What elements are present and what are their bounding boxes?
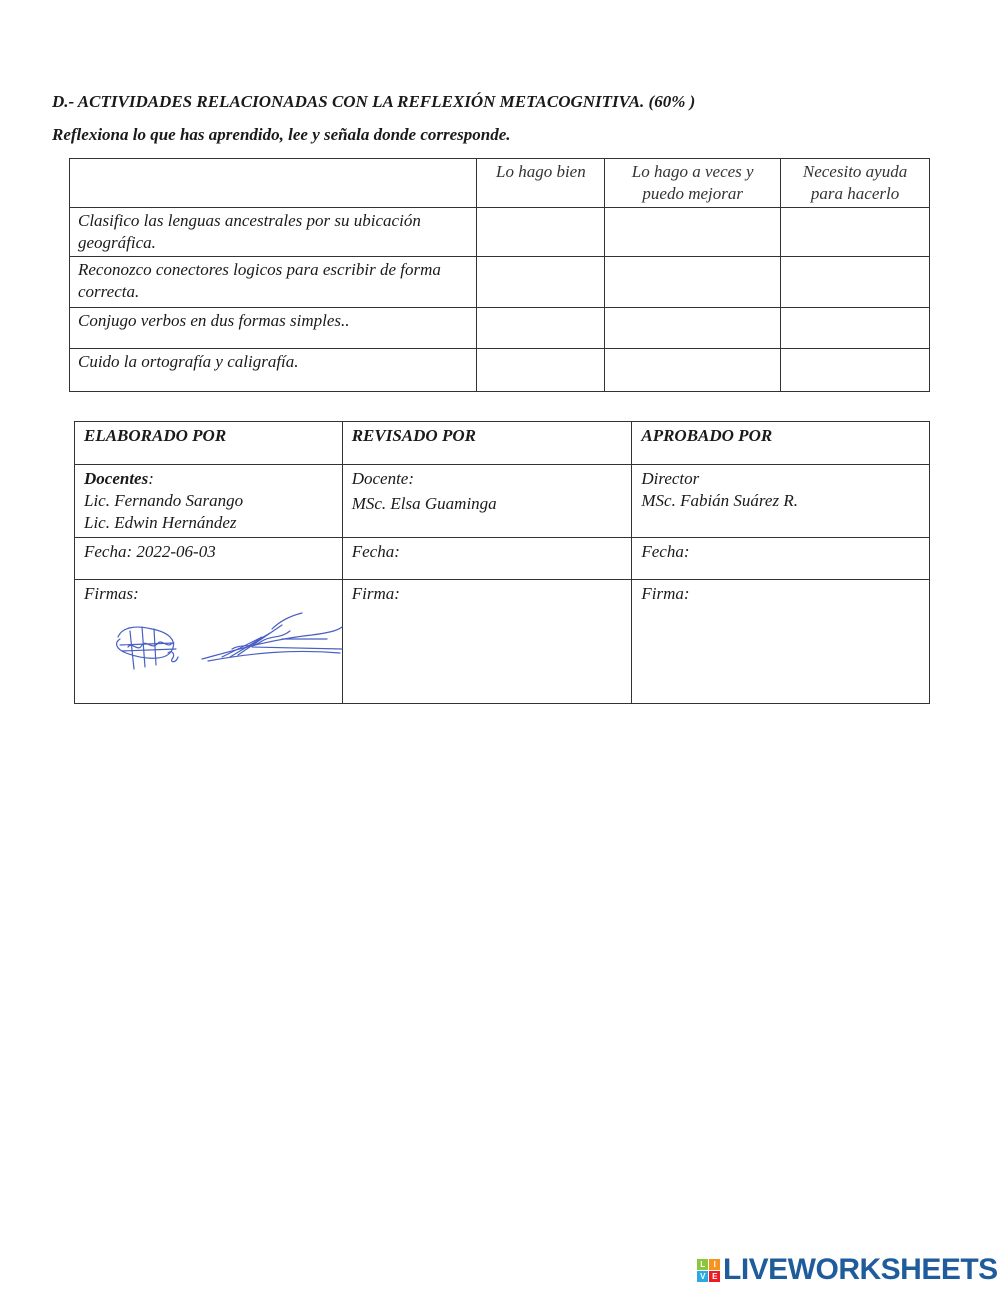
section-title: D.- ACTIVIDADES RELACIONADAS CON LA REFLEXIÓN METACOGNITIVA. (60% ) [52,92,696,111]
signature-stroke [208,651,340,661]
answer-cell[interactable] [605,257,781,308]
answer-cell[interactable] [477,308,605,349]
elaborado-role: Docentes [84,469,149,488]
header-aprobado: APROBADO POR [632,422,930,465]
instruction-text: Reflexiona lo que has aprendido, lee y señala donde corresponde. [52,125,511,144]
column-header-necesito-ayuda: Necesito ayuda para hacerlo [781,159,930,208]
elaborado-firma-cell [75,580,343,704]
answer-cell[interactable] [781,308,930,349]
revisado-people [342,465,632,538]
aprobado-name: MSc. Fabián Suárez R. [641,491,798,510]
aprobado-firma-cell [632,580,930,704]
aprobado-fecha: Fecha: [632,538,930,580]
elaborado-fecha: Fecha: 2022-06-03 [75,538,343,580]
elaborado-people [75,465,343,538]
answer-cell[interactable] [477,208,605,257]
aprobado-firma-label: Firma: [641,584,690,603]
column-header-lo-hago-bien: Lo hago bien [477,159,605,208]
header-revisado: REVISADO POR [342,422,632,465]
signature-stroke [130,627,156,669]
elaborado-role-colon: : [148,469,154,488]
criterion-label: Reconozco conectores logicos para escribir de forma correcta. [70,257,477,308]
handwritten-signatures [112,609,344,681]
answer-cell[interactable] [605,308,781,349]
criterion-label: Cuido la ortografía y caligrafía. [70,349,477,392]
answer-cell[interactable] [477,257,605,308]
answer-cell[interactable] [477,349,605,392]
revisado-firma-cell [342,580,632,704]
logo-tile: L [697,1259,708,1270]
revisado-firma-label: Firma: [351,584,400,603]
revisado-role: Docente: [351,469,415,488]
self-assessment-table [69,158,930,392]
revisado-fecha: Fecha: [342,538,632,580]
elaborado-firma-label: Firmas: [84,584,139,603]
criterion-label: Conjugo verbos en dus formas simples.. [70,308,477,349]
column-header-a-veces: Lo hago a veces y puedo mejorar [605,159,781,208]
answer-cell[interactable] [781,257,930,308]
header-elaborado: ELABORADO POR [75,422,343,465]
logo-tile: E [709,1271,720,1282]
brand-name: LIVEWORKSHEETS [723,1253,998,1286]
aprobado-role: Director [641,469,700,488]
signature-stroke [117,627,174,658]
signature-stroke [252,613,342,649]
logo-tile: I [709,1259,720,1270]
aprobado-people [632,465,930,538]
elaborado-name: Lic. Fernando Sarango [84,491,244,510]
answer-cell[interactable] [605,349,781,392]
answer-cell[interactable] [781,349,930,392]
elaborado-name: Lic. Edwin Hernández [84,513,237,532]
answer-cell[interactable] [781,208,930,257]
liveworksheets-brand[interactable] [697,1253,998,1287]
answer-cell[interactable] [605,208,781,257]
liveworksheets-logo-icon [697,1259,720,1282]
approval-table [74,421,930,704]
criterion-label: Clasifico las lenguas ancestrales por su ubicación geográfica. [70,208,477,257]
logo-tile: V [697,1271,708,1282]
table-corner-cell [70,159,477,208]
revisado-name: MSc. Elsa Guaminga [351,494,497,513]
